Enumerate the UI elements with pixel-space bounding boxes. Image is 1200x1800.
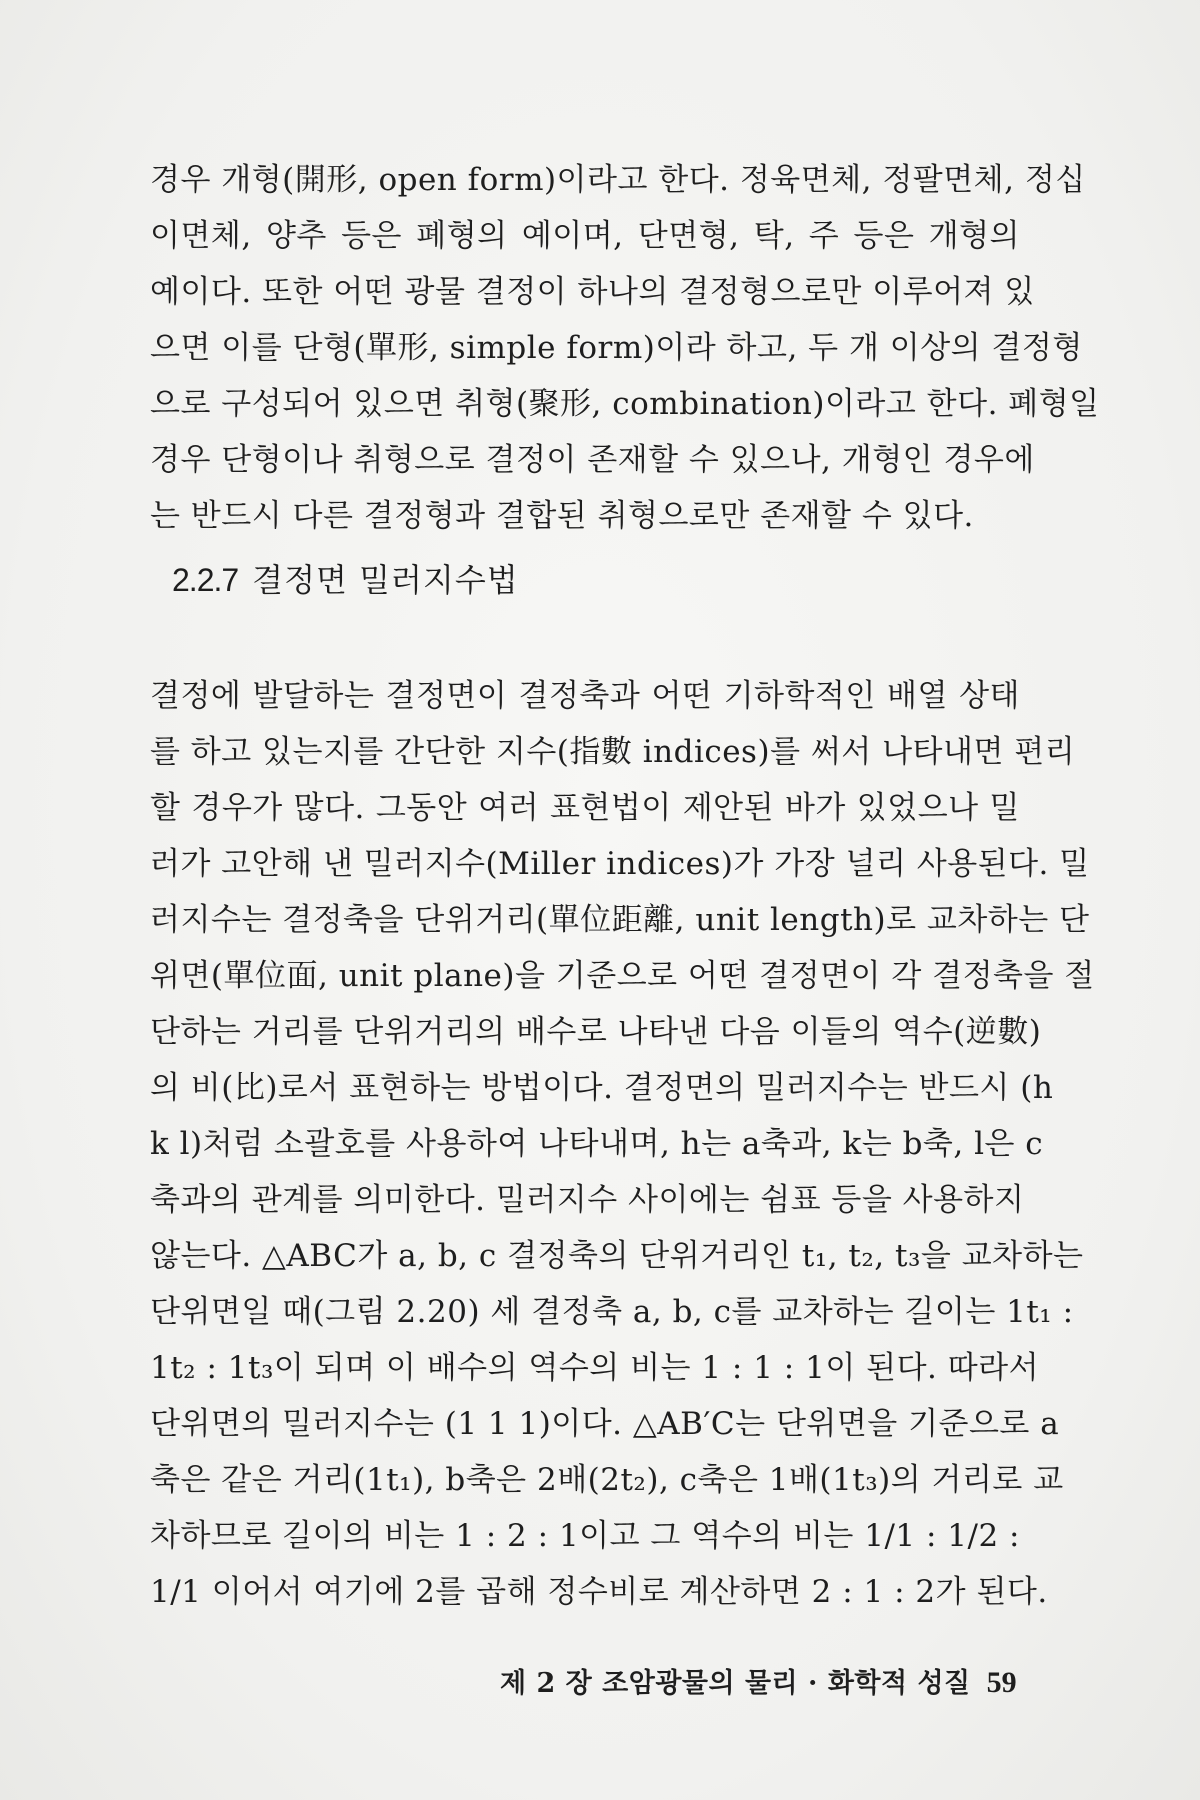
text-line: 차하므로 길이의 비는 1 : 2 : 1이고 그 역수의 비는 1/1 : 1/2 : [150,1518,1020,1554]
text-line: 를 하고 있는지를 간단한 지수(指數 indices)를 써서 나타내면 편리 [150,734,1076,770]
text-line: 1/1 이어서 여기에 2를 곱해 정수비로 계산하면 2 : 1 : 2가 된다. [150,1574,1048,1610]
text-line: 결정에 발달하는 결정면이 결정축과 어떤 기하학적인 배열 상태 [150,678,1020,714]
text-line: 축과의 관계를 의미한다. 밀러지수 사이에는 쉼표 등을 사용하지 [150,1182,1025,1218]
text-line: 단위면의 밀러지수는 (1 1 1)이다. △AB′C는 단위면을 기준으로 a [150,1406,1060,1442]
text-line: 이면체, 양추 등은 폐형의 예이며, 단면형, 탁, 주 등은 개형의 [150,218,1020,254]
text-line: 위면(單位面, unit plane)을 기준으로 어떤 결정면이 각 결정축을 절 [150,958,1095,994]
paragraph-miller-indices [150,668,1095,1620]
section-number: 2.2.7 [172,562,239,598]
section-heading [172,550,519,610]
text-line: 단위면일 때(그림 2.20) 세 결정축 a, b, c를 교차하는 길이는 1t₁ : [150,1294,1074,1330]
text-line: 는 반드시 다른 결정형과 결합된 취형으로만 존재할 수 있다. [150,498,974,534]
text-line: 경우 개형(開形, open form)이라고 한다. 정육면체, 정팔면체, 정십 [150,162,1086,198]
page-number: 59 [986,1666,1017,1699]
text-line: 축은 같은 거리(1t₁), b축은 2배(2t₂), c축은 1배(1t₃)의 거리로 교 [150,1462,1064,1498]
page-footer [500,1658,1015,1709]
text-line: 단하는 거리를 단위거리의 배수로 나타낸 다음 이들의 역수(逆數) [150,1014,1042,1050]
text-line: 경우 단형이나 취형으로 결정이 존재할 수 있으나, 개형인 경우에 [150,442,1035,478]
text-line: 의 비(比)로서 표현하는 방법이다. 결정면의 밀러지수는 반드시 (h [150,1070,1054,1106]
text-line: 러가 고안해 낸 밀러지수(Miller indices)가 가장 널리 사용된다. 밀 [150,846,1090,882]
text-line: 않는다. △ABC가 a, b, c 결정축의 단위거리인 t₁, t₂, t₃을 교차하는 [150,1238,1084,1274]
text-line: 으로 구성되어 있으면 취형(聚形, combination)이라고 한다. 폐형일 [150,386,1100,422]
text-line: 러지수는 결정축을 단위거리(單位距離, unit length)로 교차하는 단 [150,902,1090,938]
running-head: 제 2 장 조암광물의 물리 · 화학적 성질 [500,1668,971,1699]
text-line: 1t₂ : 1t₃이 되며 이 배수의 역수의 비는 1 : 1 : 1이 된다. 따라서 [150,1350,1040,1386]
text-line: 할 경우가 많다. 그동안 여러 표현법이 제안된 바가 있었으나 밀 [150,790,1020,826]
text-line: k l)처럼 소괄호를 사용하여 나타내며, h는 a축과, k는 b축, l은 c [150,1126,1044,1162]
text-line: 예이다. 또한 어떤 광물 결정이 하나의 결정형으로만 이루어져 있 [150,274,1035,310]
section-title: 결정면 밀러지수법 [252,561,519,599]
paragraph-open-closed-forms [150,152,1100,544]
text-line: 으면 이를 단형(單形, simple form)이라 하고, 두 개 이상의 결정형 [150,330,1083,366]
